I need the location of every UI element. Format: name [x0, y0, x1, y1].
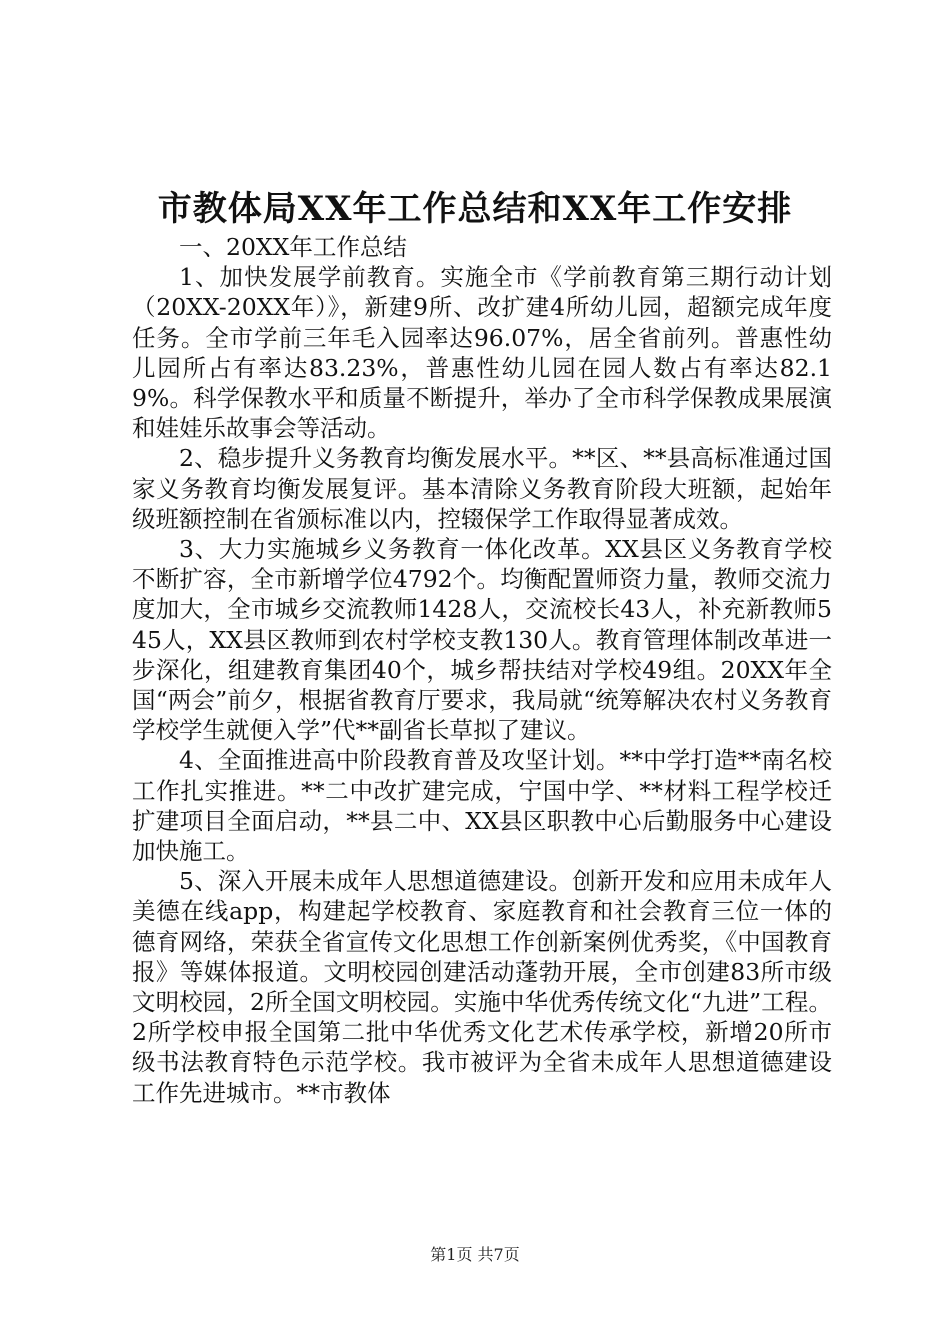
- document-body: [132, 232, 832, 1108]
- paragraph-preschool: 1、加快发展学前教育。实施全市《学前教育第三期行动计划（20XX-20XX年）》，新建9所、改扩建4所幼儿园，超额完成年度任务。全市学前三年毛入园率达96.07%，居全省前列。普惠性幼儿园所占有率达83.23%，普惠性幼儿园在园人数占有率达82.19%。科学保教水平和质量不断提升，举办了全市科学保教成果展演和娃娃乐故事会等活动。: [132, 263, 832, 443]
- paragraph-urban-rural-integration: 3、大力实施城乡义务教育一体化改革。XX县区义务教育学校不断扩容，全市新增学位4792个。均衡配置师资力量，教师交流力度加大，全市城乡交流教师1428人，交流校长43人，补充新教师545人，XX县区教师到农村学校支教130人。教育管理体制改革进一步深化，组建教育集团40个，城乡帮扶结对学校49组。20XX年全国“两会”前夕，根据省教育厅要求，我局就“统筹解决农村义务教育学校学生就便入学”代**副省长草拟了建议。: [132, 535, 832, 745]
- document-title: 市教体局XX年工作总结和XX年工作安排: [157, 189, 793, 229]
- paragraph-compulsory-balance: 2、稳步提升义务教育均衡发展水平。**区、**县高标准通过国家义务教育均衡发展复评。基本清除义务教育阶段大班额，起始年级班额控制在省颁标准以内，控辍保学工作取得显著成效。: [132, 444, 832, 533]
- paragraph-moral-education: 5、深入开展未成年人思想道德建设。创新开发和应用未成年人美德在线app，构建起学校教育、家庭教育和社会教育三位一体的德育网络，荣获全省宣传文化思想工作创新案例优秀奖，《中国教育报》等媒体报道。文明校园创建活动蓬勃开展，全市创建83所市级文明校园，2所全国文明校园。实施中华优秀传统文化“九进”工程。2所学校申报全国第二批中华优秀文化艺术传承学校，新增20所市级书法教育特色示范学校。我市被评为全省未成年人思想道德建设工作先进城市。**市教体: [132, 867, 832, 1107]
- page-footer: 第1页 共7页: [430, 1245, 520, 1264]
- section-heading: 一、20XX年工作总结: [179, 233, 407, 261]
- paragraph-high-school: 4、全面推进高中阶段教育普及攻坚计划。**中学打造**南名校工作扎实推进。**二中改扩建完成，宁国中学、**材料工程学校迁扩建项目全面启动，**县二中、XX县区职教中心后勤服务中心建设加快施工。: [132, 746, 832, 866]
